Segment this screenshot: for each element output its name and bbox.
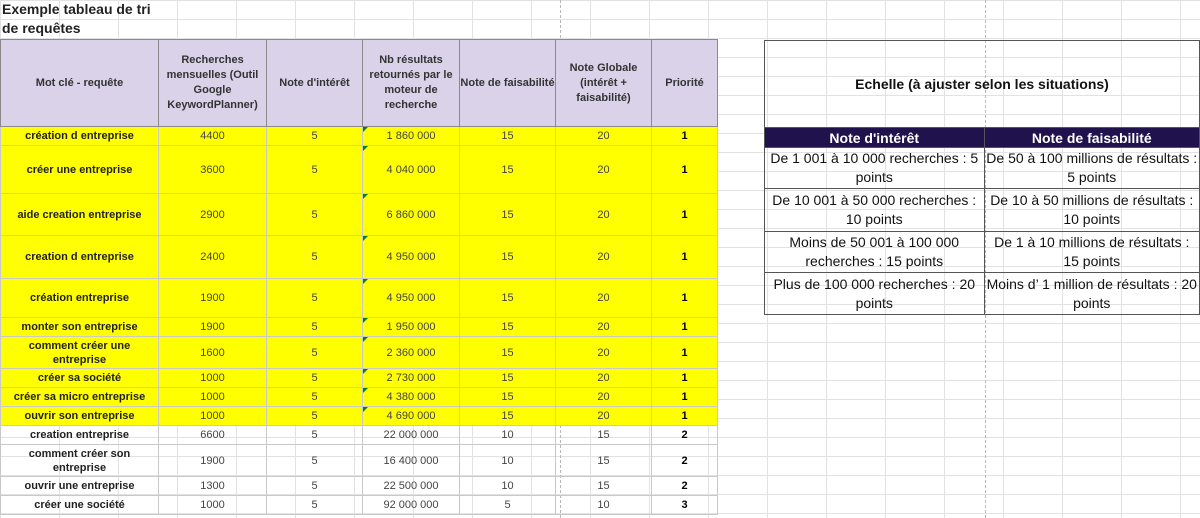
cell-interest[interactable]: 5 — [267, 477, 363, 496]
scale-row — [765, 232, 1200, 273]
cell-keyword[interactable]: comment créer son entreprise — [1, 445, 159, 477]
table-row — [1, 127, 718, 146]
cell-results[interactable]: 4 950 000 — [363, 236, 460, 279]
cell-keyword[interactable]: créer une entreprise — [1, 146, 159, 194]
cell-interest[interactable]: 5 — [267, 279, 363, 318]
cell-priority[interactable]: 1 — [652, 407, 718, 426]
cell-keyword[interactable]: ouvrir une entreprise — [1, 477, 159, 496]
cell-results[interactable]: 2 360 000 — [363, 337, 460, 369]
cell-feasibility[interactable]: 5 — [460, 496, 556, 515]
scale-title[interactable]: Echelle (à ajuster selon les situations) — [765, 41, 1200, 128]
table-row — [1, 337, 718, 369]
cell-searches[interactable]: 1000 — [159, 388, 267, 407]
cell-priority[interactable]: 1 — [652, 279, 718, 318]
header-results[interactable]: Nb résultats retournés par le moteur de recherche — [363, 40, 460, 127]
cell-searches[interactable]: 1000 — [159, 407, 267, 426]
cell-global[interactable]: 20 — [556, 369, 652, 388]
cell-priority[interactable]: 1 — [652, 236, 718, 279]
cell-global[interactable]: 20 — [556, 146, 652, 194]
header-priority[interactable]: Priorité — [652, 40, 718, 127]
table-header-row — [1, 40, 718, 127]
cell-interest[interactable]: 5 — [267, 496, 363, 515]
cell-global[interactable]: 20 — [556, 194, 652, 236]
cell-priority[interactable]: 1 — [652, 318, 718, 337]
cell-results[interactable]: 2 730 000 — [363, 369, 460, 388]
cell-feasibility[interactable]: 15 — [460, 146, 556, 194]
cell-results[interactable]: 4 040 000 — [363, 146, 460, 194]
scale-row — [765, 148, 1200, 189]
cell-searches[interactable]: 2900 — [159, 194, 267, 236]
cell-global[interactable]: 20 — [556, 337, 652, 369]
scale-cell-interest[interactable]: Plus de 100 000 recherches : 20 points — [765, 273, 985, 315]
cell-results[interactable]: 16 400 000 — [363, 445, 460, 477]
cell-feasibility[interactable]: 10 — [460, 445, 556, 477]
cell-priority[interactable]: 1 — [652, 388, 718, 407]
cell-searches[interactable]: 1900 — [159, 279, 267, 318]
cell-searches[interactable]: 1000 — [159, 496, 267, 515]
cell-priority[interactable]: 2 — [652, 477, 718, 496]
cell-feasibility[interactable]: 15 — [460, 127, 556, 146]
cell-feasibility[interactable]: 15 — [460, 236, 556, 279]
cell-interest[interactable]: 5 — [267, 407, 363, 426]
cell-interest[interactable]: 5 — [267, 127, 363, 146]
cell-global[interactable]: 15 — [556, 477, 652, 496]
cell-searches[interactable]: 1600 — [159, 337, 267, 369]
cell-feasibility[interactable]: 15 — [460, 369, 556, 388]
header-global[interactable]: Note Globale (intérêt + faisabilité) — [556, 40, 652, 127]
table-row — [1, 146, 718, 194]
cell-global[interactable]: 10 — [556, 496, 652, 515]
scale-header-feasibility[interactable]: Note de faisabilité — [984, 128, 1200, 148]
cell-feasibility[interactable]: 15 — [460, 194, 556, 236]
cell-global[interactable]: 15 — [556, 445, 652, 477]
scale-row — [765, 189, 1200, 232]
cell-searches[interactable]: 1900 — [159, 318, 267, 337]
table-row — [1, 496, 718, 515]
cell-feasibility[interactable]: 10 — [460, 426, 556, 445]
cell-global[interactable]: 20 — [556, 279, 652, 318]
scale-cell-feasibility[interactable]: Moins d’ 1 million de résultats : 20 points — [984, 273, 1200, 315]
cell-keyword[interactable]: créer sa micro entreprise — [1, 388, 159, 407]
cell-keyword[interactable]: création d entreprise — [1, 127, 159, 146]
cell-global[interactable]: 20 — [556, 236, 652, 279]
cell-priority[interactable]: 1 — [652, 369, 718, 388]
cell-results[interactable]: 4 380 000 — [363, 388, 460, 407]
cell-keyword[interactable]: creation entreprise — [1, 426, 159, 445]
cell-searches[interactable]: 4400 — [159, 127, 267, 146]
header-keyword[interactable]: Mot clé - requête — [1, 40, 159, 127]
cell-priority[interactable]: 1 — [652, 127, 718, 146]
cell-keyword[interactable]: aide creation entreprise — [1, 194, 159, 236]
table-row — [1, 426, 718, 445]
scale-table — [764, 40, 1200, 315]
cell-priority[interactable]: 1 — [652, 146, 718, 194]
keyword-table — [0, 39, 718, 515]
cell-searches[interactable]: 2400 — [159, 236, 267, 279]
header-searches[interactable]: Recherches mensuelles (Outil Google KeywordPlanner) — [159, 40, 267, 127]
scale-cell-interest[interactable]: Moins de 50 001 à 100 000 recherches : 15 points — [765, 232, 985, 273]
scale-cell-feasibility[interactable]: De 50 à 100 millions de résultats : 5 points — [984, 148, 1200, 189]
cell-priority[interactable]: 1 — [652, 337, 718, 369]
cell-global[interactable]: 20 — [556, 388, 652, 407]
table-row — [1, 369, 718, 388]
table-row — [1, 388, 718, 407]
cell-results[interactable]: 1 860 000 — [363, 127, 460, 146]
cell-feasibility[interactable]: 15 — [460, 318, 556, 337]
scale-cell-feasibility[interactable]: De 1 à 10 millions de résultats : 15 points — [984, 232, 1200, 273]
cell-results[interactable]: 22 500 000 — [363, 477, 460, 496]
scale-cell-interest[interactable]: De 10 001 à 50 000 recherches : 10 points — [765, 189, 985, 232]
cell-feasibility[interactable]: 15 — [460, 279, 556, 318]
cell-interest[interactable]: 5 — [267, 318, 363, 337]
scale-cell-interest[interactable]: De 1 001 à 10 000 recherches : 5 points — [765, 148, 985, 189]
cell-interest[interactable]: 5 — [267, 236, 363, 279]
cell-searches[interactable]: 6600 — [159, 426, 267, 445]
cell-interest[interactable]: 5 — [267, 146, 363, 194]
cell-searches[interactable]: 1000 — [159, 369, 267, 388]
scale-cell-feasibility[interactable]: De 10 à 50 millions de résultats : 10 points — [984, 189, 1200, 232]
cell-keyword[interactable]: creation d entreprise — [1, 236, 159, 279]
cell-global[interactable]: 20 — [556, 407, 652, 426]
table-row — [1, 445, 718, 477]
cell-priority[interactable]: 2 — [652, 426, 718, 445]
table-row — [1, 318, 718, 337]
cell-keyword[interactable]: monter son entreprise — [1, 318, 159, 337]
header-feasibility[interactable]: Note de faisabilité — [460, 40, 556, 127]
cell-keyword[interactable]: création entreprise — [1, 279, 159, 318]
cell-feasibility[interactable]: 15 — [460, 337, 556, 369]
cell-results[interactable]: 22 000 000 — [363, 426, 460, 445]
cell-interest[interactable]: 5 — [267, 337, 363, 369]
cell-interest[interactable]: 5 — [267, 445, 363, 477]
cell-feasibility[interactable]: 15 — [460, 388, 556, 407]
cell-priority[interactable]: 3 — [652, 496, 718, 515]
cell-results[interactable]: 6 860 000 — [363, 194, 460, 236]
cell-keyword[interactable]: ouvrir son entreprise — [1, 407, 159, 426]
cell-results[interactable]: 4 690 000 — [363, 407, 460, 426]
scale-header-interest[interactable]: Note d'intérêt — [765, 128, 985, 148]
cell-priority[interactable]: 2 — [652, 445, 718, 477]
cell-feasibility[interactable]: 15 — [460, 407, 556, 426]
scale-row — [765, 273, 1200, 315]
cell-interest[interactable]: 5 — [267, 426, 363, 445]
cell-priority[interactable]: 1 — [652, 194, 718, 236]
cell-keyword[interactable]: créer une société — [1, 496, 159, 515]
table-row — [1, 279, 718, 318]
table-row — [1, 477, 718, 496]
cell-interest[interactable]: 5 — [267, 194, 363, 236]
cell-interest[interactable]: 5 — [267, 369, 363, 388]
cell-global[interactable]: 15 — [556, 426, 652, 445]
cell-interest[interactable]: 5 — [267, 388, 363, 407]
cell-searches[interactable]: 1300 — [159, 477, 267, 496]
header-interest[interactable]: Note d'intérêt — [267, 40, 363, 127]
cell-keyword[interactable]: créer sa société — [1, 369, 159, 388]
cell-global[interactable]: 20 — [556, 127, 652, 146]
cell-results[interactable]: 1 950 000 — [363, 318, 460, 337]
cell-feasibility[interactable]: 10 — [460, 477, 556, 496]
table-row — [1, 236, 718, 279]
sheet-title[interactable]: Exemple tableau de tri de requêtes — [2, 1, 151, 36]
table-row — [1, 194, 718, 236]
cell-results[interactable]: 4 950 000 — [363, 279, 460, 318]
table-row — [1, 407, 718, 426]
cell-searches[interactable]: 1900 — [159, 445, 267, 477]
cell-keyword[interactable]: comment créer une entreprise — [1, 337, 159, 369]
cell-results[interactable]: 92 000 000 — [363, 496, 460, 515]
cell-global[interactable]: 20 — [556, 318, 652, 337]
cell-searches[interactable]: 3600 — [159, 146, 267, 194]
